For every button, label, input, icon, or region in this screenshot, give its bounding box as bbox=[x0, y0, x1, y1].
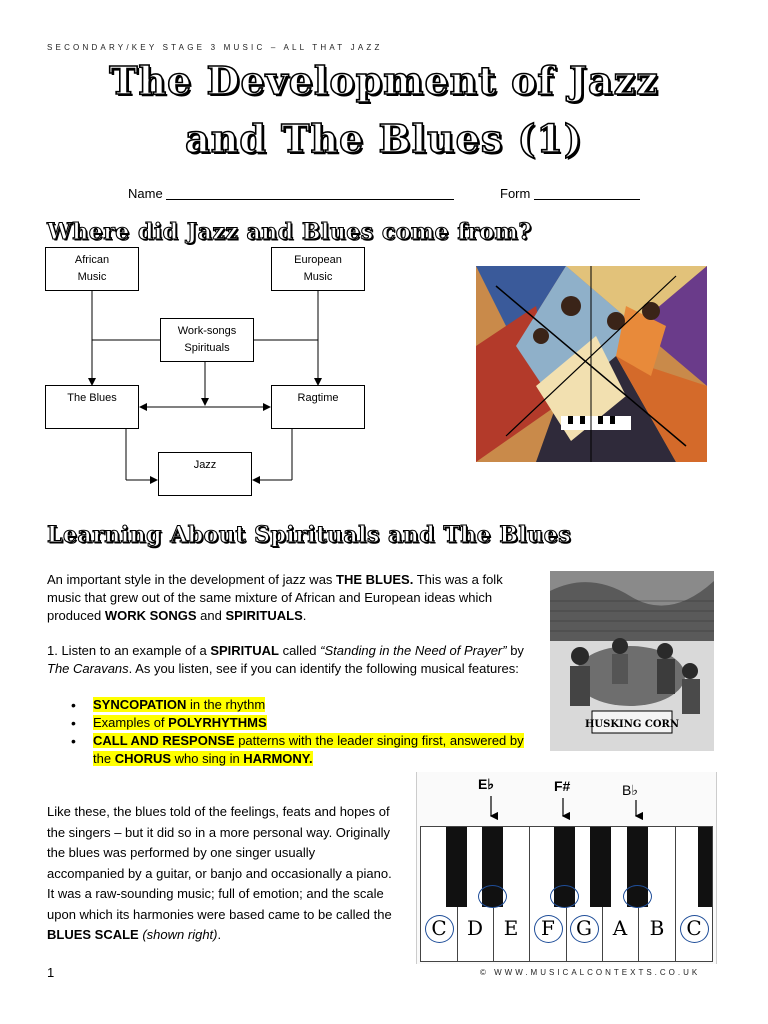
engraving-caption: HUSKING CORN bbox=[584, 719, 680, 730]
key-label-f: F bbox=[541, 916, 555, 940]
page-title-line1: The Development of Jazz bbox=[109, 58, 659, 103]
node-blues-label: The Blues bbox=[67, 392, 117, 404]
jazz-painting-image bbox=[476, 266, 707, 462]
node-worksongs-spirituals bbox=[160, 318, 254, 362]
intro-paragraph bbox=[47, 571, 539, 625]
blues-note-circle-fsharp bbox=[550, 885, 579, 908]
feature-bold: POLYRHYTHMS bbox=[168, 715, 267, 730]
blues-paragraph bbox=[47, 802, 395, 946]
listen-bold-spiritual: SPIRITUAL bbox=[210, 643, 279, 658]
feature-bold-chorus: CHORUS bbox=[114, 751, 172, 766]
shown-right-italic: (shown right) bbox=[138, 927, 218, 942]
series-header: SECONDARY/KEY STAGE 3 MUSIC – ALL THAT JAZZ bbox=[47, 43, 383, 52]
black-key-gsharp bbox=[590, 827, 611, 907]
listen-text-1: 1. Listen to an example of a bbox=[47, 643, 211, 658]
node-worksongs-line2: Spirituals bbox=[184, 342, 230, 354]
node-african-line2: Music bbox=[77, 271, 107, 283]
listen-paragraph bbox=[47, 642, 539, 678]
page-number: 1 bbox=[47, 965, 55, 980]
black-key-partial bbox=[698, 827, 712, 907]
blues-scale-keyboard bbox=[416, 772, 715, 964]
artist-name: The Caravans bbox=[47, 661, 129, 676]
blues-text-1: Like these, the blues told of the feelings, feats and hopes of the singers – but it did so in a more personal way. Originally the blues was performed by one singer usually accompanied by a guitar, or banjo and occasionally a piano. It was a raw-sounding music; full of emotion; and the scale upon which its harmonies were based came to be called the bbox=[47, 804, 392, 922]
feature-bold-harmony: HARMONY. bbox=[243, 751, 313, 766]
blues-note-circle-bflat bbox=[623, 885, 652, 908]
key-label-a: A bbox=[612, 916, 628, 940]
section-heading-origins: Where did Jazz and Blues come from? bbox=[47, 219, 532, 245]
node-european-music bbox=[271, 247, 365, 291]
feature-text: in the rhythm bbox=[186, 697, 266, 712]
page-title-line2: and The Blues (1) bbox=[185, 116, 583, 161]
form-label: Form bbox=[500, 186, 531, 201]
key-label-b: B bbox=[649, 916, 665, 940]
intro-bold-blues: THE BLUES. bbox=[336, 572, 414, 587]
node-worksongs-line1: Work-songs bbox=[177, 325, 237, 337]
node-ragtime-label: Ragtime bbox=[297, 392, 339, 404]
listen-text-3: by bbox=[506, 643, 524, 658]
intro-bold-worksongs: WORK SONGS bbox=[104, 608, 197, 623]
key-label-g: G bbox=[576, 916, 592, 940]
node-european-line2: Music bbox=[303, 271, 333, 283]
listen-text-4: . As you listen, see if you can identify the following musical features: bbox=[128, 661, 519, 676]
blues-text-2: . bbox=[217, 927, 222, 942]
feature-text: patterns with the leader singing first, answered by the bbox=[93, 733, 524, 766]
blues-scale-bold: BLUES SCALE bbox=[47, 927, 139, 942]
node-african-music bbox=[45, 247, 139, 291]
features-list bbox=[47, 696, 539, 768]
node-ragtime bbox=[271, 385, 365, 429]
copyright-footer: © WWW.MUSICALCONTEXTS.CO.UK bbox=[480, 968, 701, 977]
feature-text-2: who sing in bbox=[171, 751, 244, 766]
feature-item-call-response bbox=[47, 732, 539, 768]
key-label-e: E bbox=[503, 916, 519, 940]
blues-note-circle-eflat bbox=[478, 885, 507, 908]
listen-text-2: called bbox=[278, 643, 321, 658]
key-label-c-high: C bbox=[686, 916, 702, 940]
section-heading-spirituals-blues: Learning About Spirituals and The Blues bbox=[47, 522, 572, 548]
black-key-csharp bbox=[446, 827, 467, 907]
intro-text-4: . bbox=[302, 608, 307, 623]
key-label-c: C bbox=[431, 916, 447, 940]
label-e-flat: E♭ bbox=[478, 776, 494, 792]
feature-item-polyrhythms bbox=[47, 714, 539, 732]
husking-corn-engraving-image bbox=[550, 571, 714, 751]
label-b-flat: B♭ bbox=[622, 782, 638, 798]
intro-bold-spirituals: SPIRITUALS bbox=[225, 608, 303, 623]
feature-bold: CALL AND RESPONSE bbox=[93, 733, 235, 748]
intro-text-1: An important style in the development of jazz was bbox=[47, 572, 337, 587]
feature-text: Examples of bbox=[93, 715, 169, 730]
name-label: Name bbox=[128, 186, 163, 201]
song-title: “Standing in the Need of Prayer” bbox=[320, 643, 507, 658]
feature-bold: SYNCOPATION bbox=[93, 697, 187, 712]
node-european-line1: European bbox=[294, 254, 342, 266]
node-african-line1: African bbox=[74, 254, 110, 266]
node-the-blues bbox=[45, 385, 139, 429]
feature-item-syncopation bbox=[47, 696, 539, 714]
key-label-d: D bbox=[466, 916, 484, 940]
label-f-sharp: F# bbox=[554, 778, 571, 794]
intro-text-3: and bbox=[196, 608, 226, 623]
node-jazz bbox=[158, 452, 252, 496]
intro-text-2: This was a folk music that grew out of the same mixture of African and European ideas which produced bbox=[47, 572, 503, 623]
node-jazz-label: Jazz bbox=[193, 459, 217, 471]
keyboard-keys bbox=[420, 826, 713, 962]
